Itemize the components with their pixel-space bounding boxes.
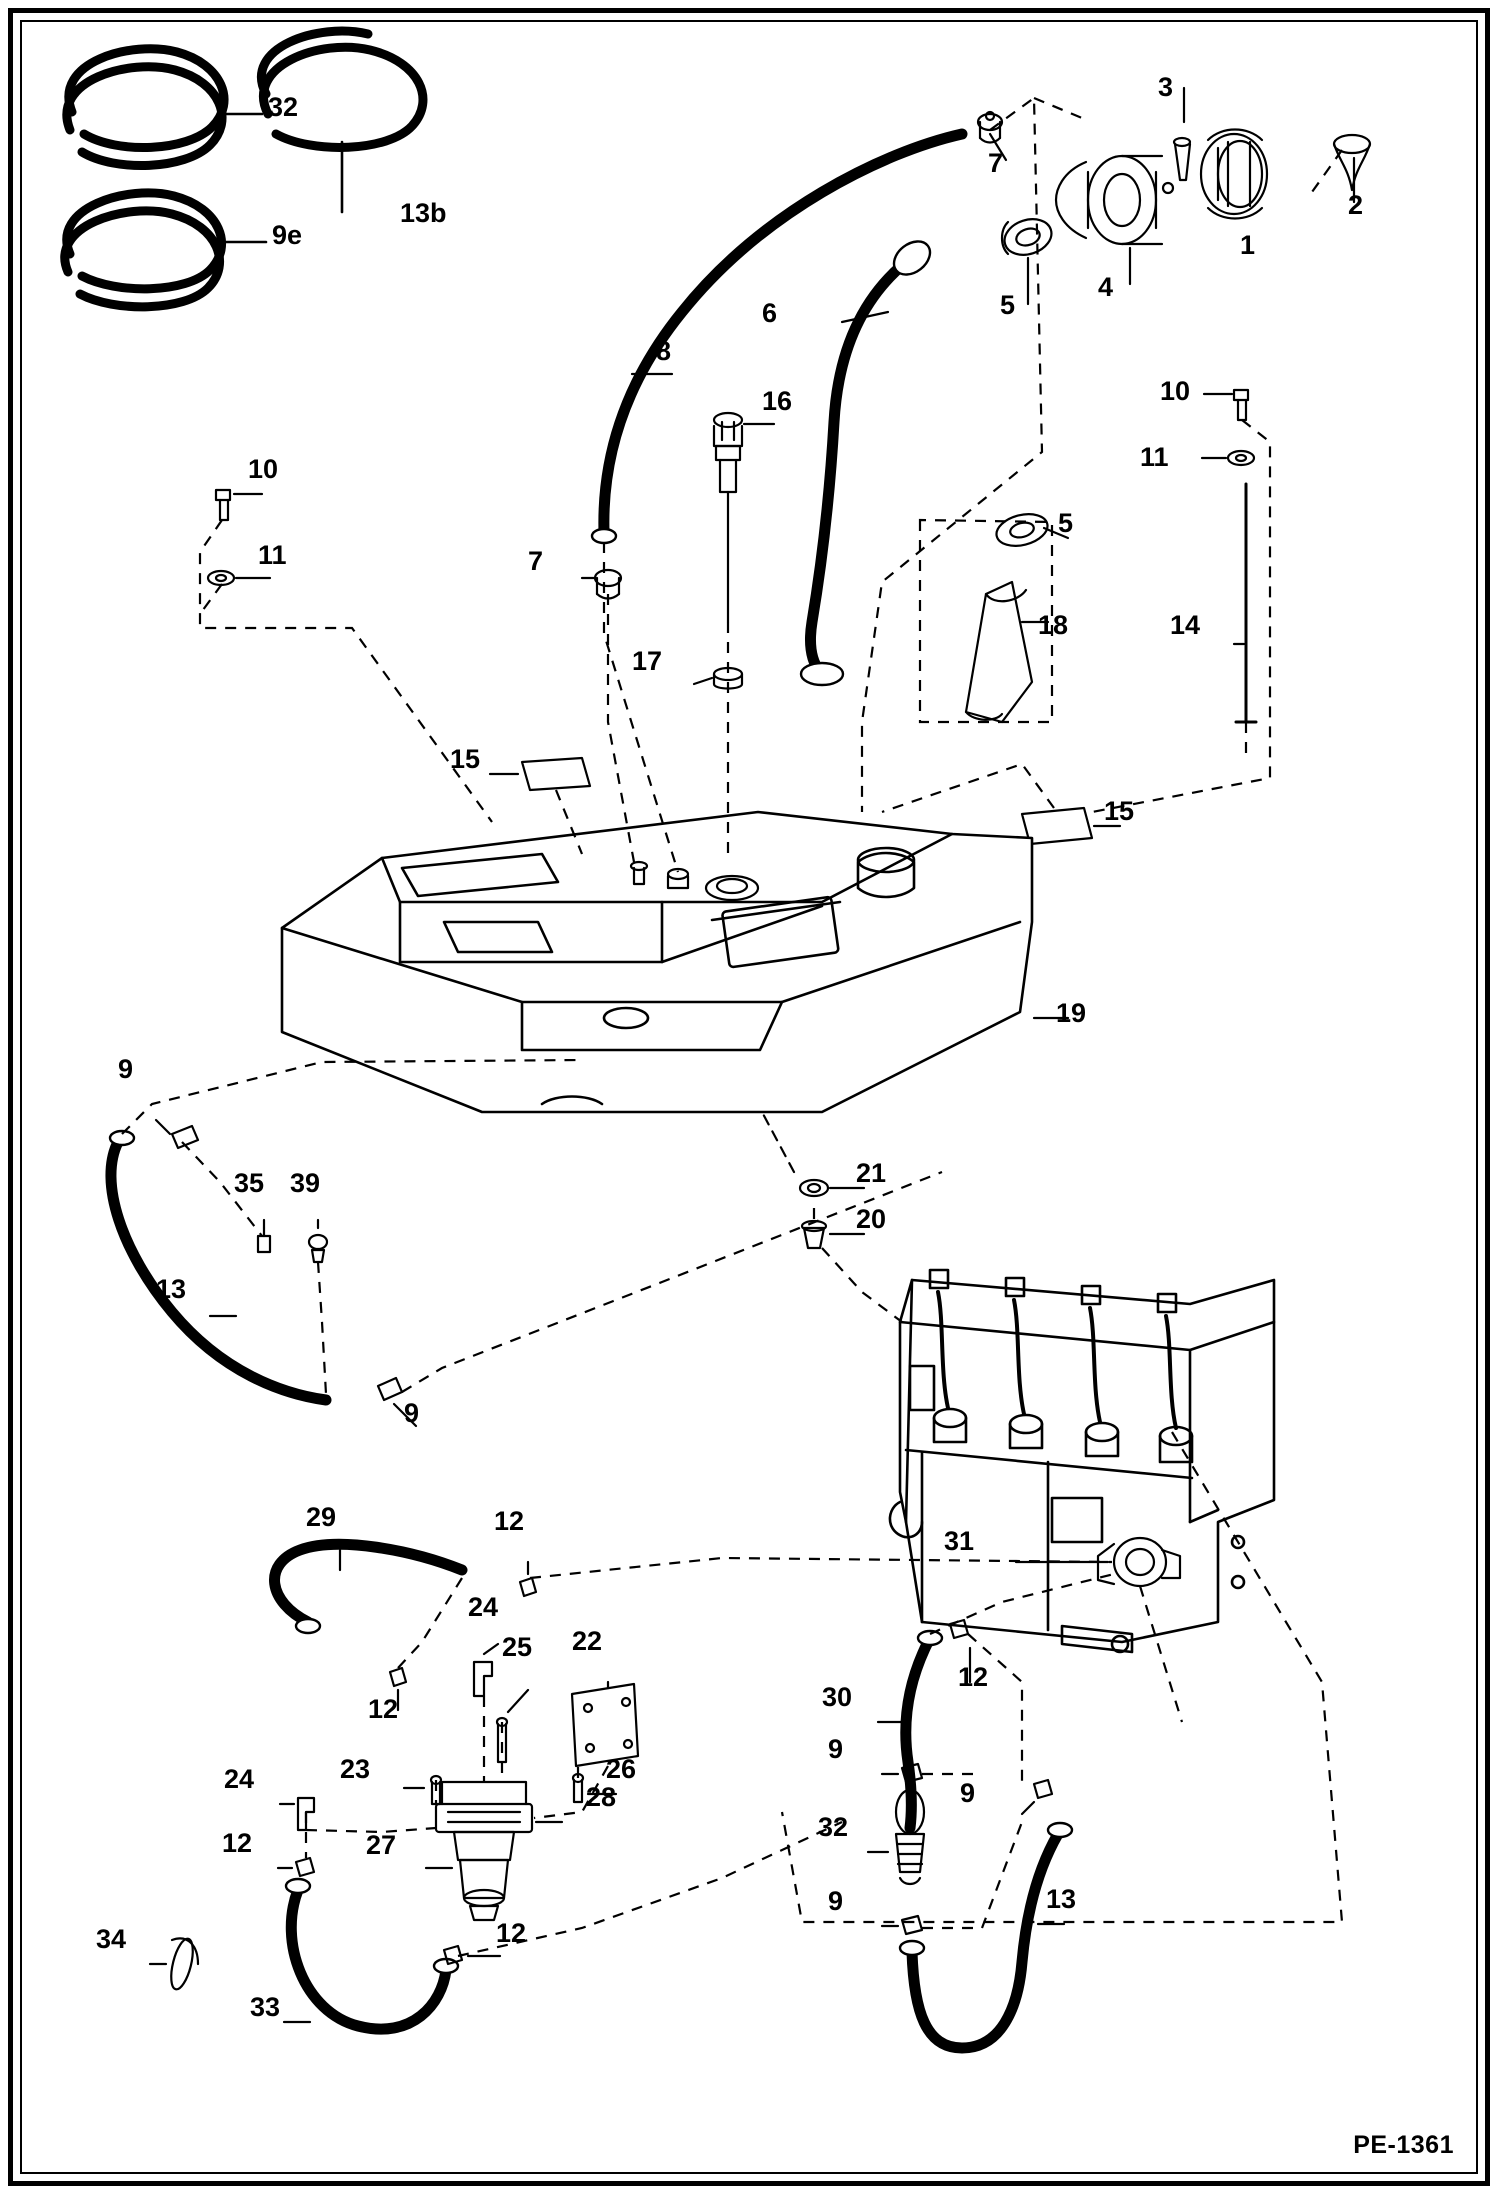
- washer-11-left: [208, 571, 234, 585]
- cap-screw: [1334, 135, 1370, 190]
- fuel-cap: [1201, 130, 1267, 219]
- engine-block: [890, 1270, 1274, 1652]
- callout-5-lower: 5: [1058, 508, 1074, 538]
- callout-28: 28: [586, 1782, 617, 1812]
- rod-14: [1236, 484, 1256, 722]
- callout-22: 22: [572, 1626, 603, 1656]
- callout-12-e: 12: [958, 1662, 989, 1692]
- callout-11-right: 11: [1140, 442, 1169, 472]
- callout-35: 35: [234, 1168, 265, 1198]
- hose-8: [604, 134, 962, 532]
- callout-13-left: 13: [156, 1274, 187, 1304]
- callout-32: 32: [818, 1812, 849, 1842]
- callout-5-upper: 5: [1000, 290, 1016, 320]
- callout-15-left: 15: [450, 744, 481, 774]
- callout-7-top: 7: [988, 148, 1004, 178]
- screw-26: [573, 1774, 583, 1802]
- callout-15-right: 15: [1104, 796, 1135, 826]
- callout-37: 9e: [272, 220, 303, 250]
- fuel-tank: [282, 812, 1032, 1112]
- hose-33: [291, 1890, 446, 2029]
- callout-21: 21: [856, 1158, 887, 1188]
- callout-4: 4: [1098, 272, 1114, 302]
- callout-7-lower: 7: [528, 546, 544, 576]
- drawing-code: PE-1361: [1353, 2131, 1454, 2159]
- callout-9-bottom: 9: [404, 1398, 420, 1428]
- hose-coil-37: [65, 193, 222, 307]
- callout-1: 1: [1240, 230, 1256, 260]
- callout-26: 26: [606, 1754, 637, 1784]
- leader-9-top: [156, 1120, 170, 1134]
- callout-33: 33: [250, 1992, 281, 2022]
- callout-39: 39: [290, 1168, 321, 1198]
- callout-36: 32: [268, 92, 299, 122]
- callout-10-right: 10: [1160, 376, 1191, 406]
- hose-30: [906, 1642, 928, 1828]
- clip-39: [309, 1235, 327, 1262]
- callout-17: 17: [632, 646, 663, 676]
- callout-19: 19: [1056, 998, 1087, 1028]
- callout-12-b: 12: [368, 1694, 399, 1724]
- bolt-10-left: [216, 490, 230, 520]
- fitting-12-b: [390, 1668, 406, 1686]
- callout-8: 8: [656, 336, 672, 366]
- callout-38: 13b: [400, 198, 447, 228]
- fitting-12-c: [296, 1858, 314, 1876]
- washer-11-right: [1228, 451, 1254, 465]
- pad-15-left: [522, 758, 590, 790]
- clamp-35: [258, 1228, 270, 1252]
- leader-9-d: [1022, 1802, 1034, 1814]
- hose-8-end: [592, 529, 616, 543]
- callout-16: 16: [762, 386, 793, 416]
- clamp-9-d: [1034, 1780, 1052, 1798]
- hose-29-end: [296, 1619, 320, 1633]
- leader-17: [694, 678, 712, 684]
- callout-18: 18: [1038, 610, 1069, 640]
- clamp-ring-34: [167, 1937, 198, 1992]
- filler-flange: [1056, 156, 1173, 244]
- callout-3: 3: [1158, 72, 1174, 102]
- callout-20: 20: [856, 1204, 887, 1234]
- callout-9-c: 9: [828, 1734, 844, 1764]
- callout-9-top: 9: [118, 1054, 134, 1084]
- fitting-12-a: [520, 1578, 536, 1596]
- callout-12-c: 12: [222, 1828, 253, 1858]
- hose-coil-36: [67, 49, 224, 166]
- callout-24-bottom: 24: [224, 1764, 255, 1794]
- callout-31: 31: [944, 1526, 975, 1556]
- callout-2: 2: [1348, 190, 1364, 220]
- hose-13-right-end-a: [900, 1941, 924, 1955]
- callout-6: 6: [762, 298, 778, 328]
- callout-25: 25: [502, 1632, 533, 1662]
- bolt-10-right: [1234, 390, 1248, 420]
- hose-33-end-a: [286, 1879, 310, 1893]
- callout-29: 29: [306, 1502, 337, 1532]
- elbow-24-top: [474, 1662, 492, 1696]
- clamp-9-bottom: [378, 1378, 402, 1400]
- callout-10-left: 10: [248, 454, 279, 484]
- callout-24-top: 24: [468, 1592, 499, 1622]
- callout-11-left: 11: [258, 540, 287, 570]
- tank-outlet-leader: [762, 1112, 794, 1172]
- callout-9-d: 9: [960, 1778, 976, 1808]
- hose-29: [275, 1544, 462, 1622]
- flange-screw: [1174, 138, 1190, 180]
- grommet-upper: [1000, 213, 1056, 260]
- clamp-9-e: [902, 1916, 922, 1934]
- hose-13-right: [912, 1834, 1058, 2048]
- fuel-filter-27: [436, 1782, 532, 1920]
- callout-12-a: 12: [494, 1506, 525, 1536]
- callout-13-right: 13: [1046, 1884, 1077, 1914]
- hose-6: [810, 262, 906, 672]
- callout-9-e: 9: [828, 1886, 844, 1916]
- hose-13-right-end-b: [1048, 1823, 1072, 1837]
- callout-30: 30: [822, 1682, 853, 1712]
- leader-25: [508, 1690, 528, 1712]
- callout-14: 14: [1170, 610, 1201, 640]
- fitting-21: [800, 1180, 828, 1196]
- filler-tube-18: [966, 582, 1032, 722]
- callout-34: 34: [96, 1924, 127, 1954]
- callout-27: 27: [366, 1830, 397, 1860]
- callout-23: 23: [340, 1754, 371, 1784]
- grommet-lower: [993, 509, 1051, 551]
- leader-24-top: [484, 1644, 498, 1654]
- hose-coil-38: [261, 31, 423, 147]
- hose-clamp-7-top: [978, 112, 1002, 143]
- fitting-20: [802, 1221, 826, 1248]
- callout-12-d: 12: [496, 1918, 527, 1948]
